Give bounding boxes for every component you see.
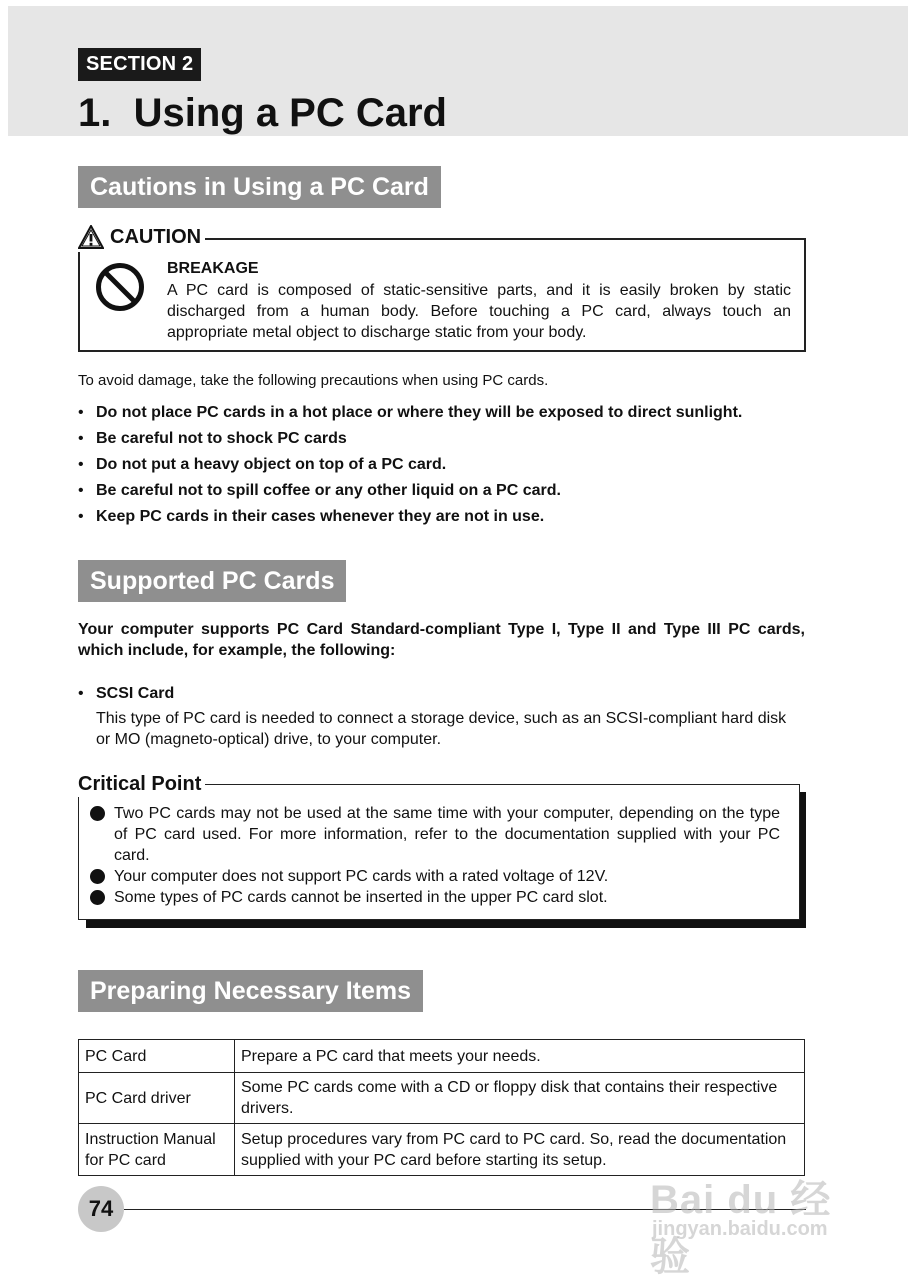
table-row bbox=[79, 1040, 805, 1073]
list-item: • Do not put a heavy object on top of a PC card. bbox=[78, 452, 742, 478]
watermark bbox=[650, 1150, 870, 1279]
precautions-intro: To avoid damage, take the following precautions when using PC cards. bbox=[78, 372, 549, 389]
breakage-title: BREAKAGE bbox=[167, 260, 259, 277]
prohibited-icon bbox=[95, 262, 145, 312]
cautions-heading: Cautions in Using a PC Card bbox=[78, 166, 441, 208]
table-row bbox=[79, 1073, 805, 1124]
critical-label: Critical Point bbox=[78, 771, 205, 797]
breakage-text: A PC card is composed of static-sensitive parts, and it is easily broken by static discharged from a human body. Before touching a PC card, always touch an appropriate metal object to discharge static from your body. bbox=[167, 282, 791, 341]
list-item: • Do not place PC cards in a hot place or where they will be exposed to direct sunlight. bbox=[78, 400, 742, 426]
list-item: • Keep PC cards in their cases whenever they are not in use. bbox=[78, 504, 742, 530]
table-cell-desc: Some PC cards come with a CD or floppy disk that contains their respective drivers. bbox=[235, 1073, 805, 1124]
table-cell-desc: Setup procedures vary from PC card to PC card. So, read the documentation supplied with your PC card before starting its setup. bbox=[235, 1124, 805, 1176]
warning-triangle-icon bbox=[78, 225, 104, 249]
table-cell-item: PC Card driver bbox=[79, 1073, 235, 1124]
preparing-heading: Preparing Necessary Items bbox=[78, 970, 423, 1012]
caution-label-text: CAUTION bbox=[110, 226, 202, 248]
supported-intro: Your computer supports PC Card Standard-compliant Type I, Type II and Type III PC cards, which include, for example, the following: bbox=[78, 621, 805, 659]
critical-list bbox=[90, 803, 780, 908]
list-item: Your computer does not support PC cards with a rated voltage of 12V. bbox=[90, 866, 780, 887]
scsi-text: This type of PC card is needed to connect a storage device, such as an SCSI-compliant hard disk or MO (magneto-optical) drive, to your computer. bbox=[96, 710, 787, 748]
table-cell-item: Instruction Manual for PC card bbox=[79, 1124, 235, 1176]
precautions-list bbox=[78, 400, 742, 530]
list-item: • Be careful not to shock PC cards bbox=[78, 426, 742, 452]
list-item: • Be careful not to spill coffee or any other liquid on a PC card. bbox=[78, 478, 742, 504]
watermark-url: jingyan.baidu.com bbox=[652, 1218, 828, 1240]
scsi-title: • SCSI Card bbox=[78, 685, 174, 703]
supported-heading: Supported PC Cards bbox=[78, 560, 346, 602]
table-cell-desc: Prepare a PC card that meets your needs. bbox=[235, 1040, 805, 1073]
page-title: 1. Using a PC Card bbox=[78, 91, 447, 135]
watermark-brand: Bai du 经验 bbox=[650, 1178, 832, 1279]
list-item: Some types of PC cards cannot be inserted in the upper PC card slot. bbox=[90, 887, 780, 908]
page-number: 74 bbox=[78, 1186, 124, 1232]
table-cell-item: PC Card bbox=[79, 1040, 235, 1073]
section-tag: SECTION 2 bbox=[78, 48, 201, 81]
caution-label bbox=[78, 222, 205, 252]
list-item: Two PC cards may not be used at the same time with your computer, depending on the type of PC card used. For more information, refer to the documentation supplied with your PC card. bbox=[90, 803, 780, 866]
